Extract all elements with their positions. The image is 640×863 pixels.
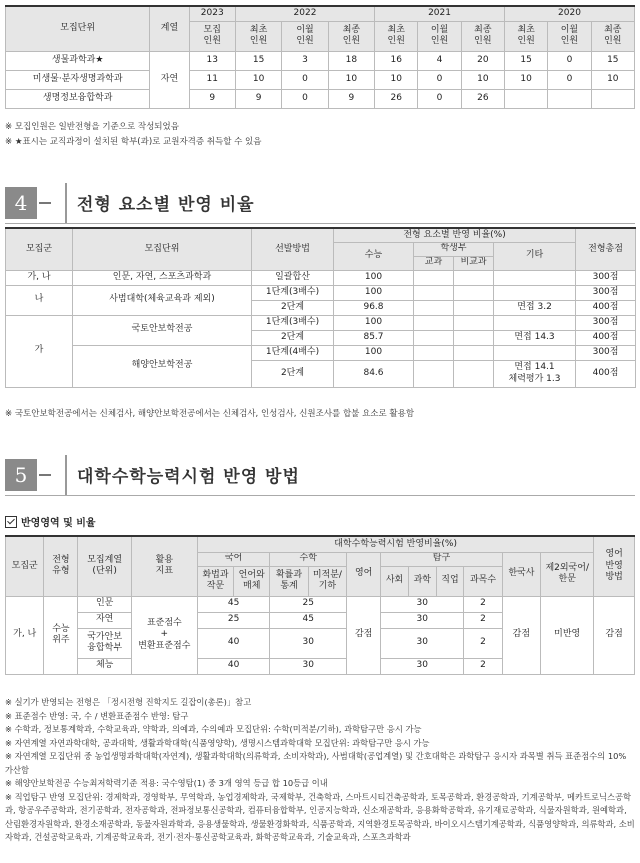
header-korean: 국어: [197, 552, 269, 566]
header-math: 수학: [270, 552, 347, 566]
cell: 3: [282, 51, 328, 70]
cell: [454, 300, 494, 315]
cell: 30: [270, 628, 347, 658]
header-inquiry: 탐구: [381, 552, 502, 566]
cell: 0: [282, 70, 328, 89]
header-subject: 교과: [414, 256, 454, 270]
header-ratio: 전형 요소별 반영 비율(%): [334, 228, 576, 242]
cell: 10: [504, 70, 547, 89]
cell: 감점: [347, 596, 381, 674]
cell: 나: [6, 285, 73, 315]
header-etc: 기타: [494, 242, 576, 270]
checkbox-icon: [5, 516, 17, 528]
cell: 300점: [576, 315, 636, 330]
header-total: 전형총점: [576, 228, 636, 270]
cell: 300점: [576, 270, 636, 285]
header-unit: 모집단위: [73, 228, 252, 270]
note-text: ※ 자연계열 자연과학대학, 공과대학, 생활과학대학(식품영양학), 생명시스템과학대학 모집단위: 과학탐구만 응시 가능: [5, 737, 430, 748]
cell: [414, 315, 454, 330]
cell: [494, 270, 576, 285]
cell: 400점: [576, 300, 636, 315]
notes-list: [5, 696, 635, 845]
cell: 0: [548, 51, 591, 70]
header-final: 최종 인원: [591, 21, 634, 51]
cell: 9: [189, 89, 235, 108]
cell: 자연: [78, 612, 131, 628]
cell: 2단계: [252, 330, 334, 345]
section-title: 대학수학능력시험 반영 방법: [77, 467, 300, 487]
header-i3: 직업: [436, 566, 464, 596]
cell: 2단계: [252, 360, 334, 387]
header-year-2021: 2021: [375, 6, 505, 21]
note-text: ※ ★표시는 교직과정이 설치된 학부(과)로 교원자격증 취득할 수 있음: [5, 137, 262, 147]
cell: 20: [461, 51, 504, 70]
cell: 10: [375, 70, 418, 89]
divider: [5, 223, 635, 224]
cell: 수능 위주: [44, 596, 78, 674]
section-4-heading: [5, 183, 635, 223]
cell: 26: [375, 89, 418, 108]
header-eng-method: 영어 반영 방법: [594, 536, 635, 596]
divider: [39, 474, 51, 476]
cell: 30: [270, 658, 347, 674]
cell: 면접 3.2: [494, 300, 576, 315]
header-school: 학생부: [414, 242, 494, 256]
cell: 30: [381, 658, 464, 674]
cell: 10: [235, 70, 281, 89]
section-number: 5: [5, 459, 37, 491]
cell: 가, 나: [6, 596, 44, 674]
cell: 18: [328, 51, 374, 70]
cell: 11: [189, 70, 235, 89]
cell: 미반영: [541, 596, 594, 674]
cell: [454, 360, 494, 387]
header-year-2020: 2020: [504, 6, 634, 21]
cell: [548, 89, 591, 108]
table-row: [6, 70, 635, 89]
cell: [414, 330, 454, 345]
cell: 1단계(3배수): [252, 285, 334, 300]
header-group: 모집군: [6, 536, 44, 596]
cell: 인문, 자연, 스포츠과학과: [73, 270, 252, 285]
cell: [494, 345, 576, 360]
header-suneung: 수능: [334, 242, 414, 270]
cell: 45: [270, 612, 347, 628]
cell: [494, 360, 576, 387]
header-english: 영어: [347, 552, 381, 596]
cell: 0: [418, 89, 461, 108]
cell: 85.7: [334, 330, 414, 345]
cell: 100: [334, 285, 414, 300]
etc-line: 체력평가 1.3: [508, 373, 561, 384]
table-row: [6, 51, 635, 70]
cell: 2: [464, 628, 502, 658]
header-group: 모집군: [6, 228, 73, 270]
header-nonsubject: 비교과: [454, 256, 494, 270]
cell: [414, 285, 454, 300]
header-initial: 최초 인원: [375, 21, 418, 51]
header-unit: 모집계열 (단위): [78, 536, 131, 596]
cell: 26: [461, 89, 504, 108]
unit-name: 생명정보융합학과: [6, 89, 150, 108]
unit-name: 미생물·분자생명과학과: [6, 70, 150, 89]
header-track: 계열: [150, 6, 189, 51]
note-text: ※ 모집인원은 일반전형을 기준으로 작성되었음: [5, 122, 179, 132]
header-k2: 언어와 매체: [234, 566, 270, 596]
note-text: ※ 수학과, 정보통계학과, 수학교육과, 약학과, 의예과, 수의예과 모집단위: 수학(미적분/기하), 과학탐구만 응시 가능: [5, 724, 422, 734]
cell: 15: [591, 51, 634, 70]
cell: 면접 14.3: [494, 330, 576, 345]
cell: [454, 285, 494, 300]
cell: 해양안보학전공: [73, 345, 252, 387]
subsection-label: 반영영역 및 비율: [21, 518, 96, 529]
header-i4: 과목수: [464, 566, 502, 596]
divider: [65, 183, 67, 223]
cell: 10: [591, 70, 634, 89]
cell: 25: [197, 612, 269, 628]
cell: 0: [418, 70, 461, 89]
header-final: 최종 인원: [328, 21, 374, 51]
track-value: 자연: [150, 51, 189, 108]
cell: 13: [189, 51, 235, 70]
cell: 인문: [78, 596, 131, 612]
cell: 일괄합산: [252, 270, 334, 285]
cell: 15: [504, 51, 547, 70]
cell: [591, 89, 634, 108]
cell: [414, 270, 454, 285]
ratio-table: [5, 227, 636, 388]
cell: 400점: [576, 360, 636, 387]
header-recruit: 모집 인원: [189, 21, 235, 51]
note-text: ※ 국토안보학전공에서는 신체검사, 해양안보학전공에서는 신체검사, 인성검사, 신원조사를 합불 요소로 활용함: [5, 409, 415, 419]
cell: 30: [381, 628, 464, 658]
cell: 가: [6, 315, 73, 387]
cell: 40: [197, 628, 269, 658]
cell: 40: [197, 658, 269, 674]
header-m1: 확률과 통계: [270, 566, 308, 596]
cell: 사범대학(체육교육과 제외): [73, 285, 252, 315]
header-carry: 이월 인원: [282, 21, 328, 51]
cell: [454, 345, 494, 360]
note-text: ※ 해양안보학전공 수능최저학력기준 적용: 국수영탐(1) 중 3개 영역 등급 합 10등급 이내: [5, 778, 328, 788]
divider: [5, 495, 635, 496]
cell: 300점: [576, 345, 636, 360]
cell: 0: [548, 70, 591, 89]
cell: 25: [270, 596, 347, 612]
cell: 16: [375, 51, 418, 70]
cell: 1단계(3배수): [252, 315, 334, 330]
note-text: ※ 실기가 반영되는 전형은 「정시전형 진학지도 길잡이(총론)」참고: [5, 697, 252, 707]
cell: 2: [464, 596, 502, 612]
cell: 96.8: [334, 300, 414, 315]
header-history: 한국사: [502, 552, 540, 596]
header-year-2022: 2022: [235, 6, 374, 21]
cell: 1단계(4배수): [252, 345, 334, 360]
cell: 2단계: [252, 300, 334, 315]
table-row: [6, 315, 636, 330]
cell: 국토안보학전공: [73, 315, 252, 345]
cell: 100: [334, 345, 414, 360]
header-ratio: 대학수학능력시험 반영비율(%): [197, 536, 594, 552]
cell: 15: [235, 51, 281, 70]
divider: [39, 202, 51, 204]
cell: 감점: [502, 596, 540, 674]
header-initial: 최초 인원: [504, 21, 547, 51]
table-row: [6, 596, 635, 612]
header-initial: 최초 인원: [235, 21, 281, 51]
cell: 10: [328, 70, 374, 89]
section-5-heading: [5, 455, 635, 495]
cell: [414, 300, 454, 315]
cell: 2: [464, 658, 502, 674]
table-row: [6, 270, 636, 285]
cell: 체능: [78, 658, 131, 674]
cell: 84.6: [334, 360, 414, 387]
cell: [504, 89, 547, 108]
cell: 가, 나: [6, 270, 73, 285]
cell: 10: [461, 70, 504, 89]
header-m2: 미적분/ 기하: [308, 566, 346, 596]
header-k1: 화법과 작문: [197, 566, 233, 596]
cell: [454, 315, 494, 330]
cell: 100: [334, 270, 414, 285]
cell: 9: [328, 89, 374, 108]
header-final: 최종 인원: [461, 21, 504, 51]
cell: 300점: [576, 285, 636, 300]
cell: 4: [418, 51, 461, 70]
etc-line: 면접 14.1: [514, 362, 555, 373]
divider: [65, 455, 67, 495]
cell: [414, 345, 454, 360]
cell: [494, 285, 576, 300]
cell: 국가안보 융합학부: [78, 628, 131, 658]
cell: [454, 270, 494, 285]
header-foreign: 제2외국어/ 한문: [541, 552, 594, 596]
note-text: ※ 직업탐구 반영 모집단위: 경제학과, 경영학부, 무역학과, 농업경제학과, 국제학부, 건축학과, 스마트시티건축공학과, 토목공학과, 환경공학과, 기계공학부, 메카트로닉스공학과, 항공우주공학과, 전기공학과, 전자공학과, 전파정보통신공학과, 컴퓨터융합학부, 인공지능학과, 신소재공학과, 응용화학공학과, 유기재료공학과, 식물자원학과, 원예학과, 산림환경자원학과, 환경소재공학과, 동물자원과학과, 응용생물학과, 생물환경화학과, 식품공학과, 지역환경토목공학과, 바이오시스템기계공학과, 식품영양학과, 의류학과, 소비자학과, 건설공학교육과, 기계공학교육과, 전기·전자·통신공학교육과, 화학공학교육과, 기술교육과, 스포츠과학과: [5, 791, 635, 842]
table-row: [6, 89, 635, 108]
quota-table: [5, 5, 635, 109]
header-i1: 사회: [381, 566, 409, 596]
cell: 감점: [594, 596, 635, 674]
suneung-table: [5, 535, 635, 675]
cell: 0: [282, 89, 328, 108]
cell: 2: [464, 612, 502, 628]
cell: [414, 360, 454, 387]
header-method: 선발방법: [252, 228, 334, 270]
header-carry: 이월 인원: [548, 21, 591, 51]
cell: 400점: [576, 330, 636, 345]
header-carry: 이월 인원: [418, 21, 461, 51]
subsection-heading: [5, 514, 96, 529]
cell: 30: [381, 596, 464, 612]
unit-name: 생물과학과★: [6, 51, 150, 70]
section-title: 전형 요소별 반영 비율: [77, 195, 255, 215]
header-unit: 모집단위: [6, 6, 150, 51]
cell: 30: [381, 612, 464, 628]
cell: 45: [197, 596, 269, 612]
header-type: 전형 유형: [44, 536, 78, 596]
cell: 표준점수 + 변환표준점수: [131, 596, 197, 674]
cell: [454, 330, 494, 345]
cell: 100: [334, 315, 414, 330]
table-row: [6, 345, 636, 360]
header-year-2023: 2023: [189, 6, 235, 21]
cell: 9: [235, 89, 281, 108]
table-row: [6, 285, 636, 300]
header-index: 활용 지표: [131, 536, 197, 596]
cell: [494, 315, 576, 330]
header-i2: 과학: [408, 566, 436, 596]
section-number: 4: [5, 187, 37, 219]
note-text: ※ 자연계열 모집단위 중 농업생명과학대학(자연계), 생활과학대학(의류학과, 소비자학과), 사범대학(공업계열) 및 간호대학은 과학탐구 응시자 과목별 취득 표준점수의 10% 가산함: [5, 751, 627, 775]
note-text: ※ 표준점수 반영: 국, 수 / 변환표준점수 반영: 탐구: [5, 710, 189, 721]
